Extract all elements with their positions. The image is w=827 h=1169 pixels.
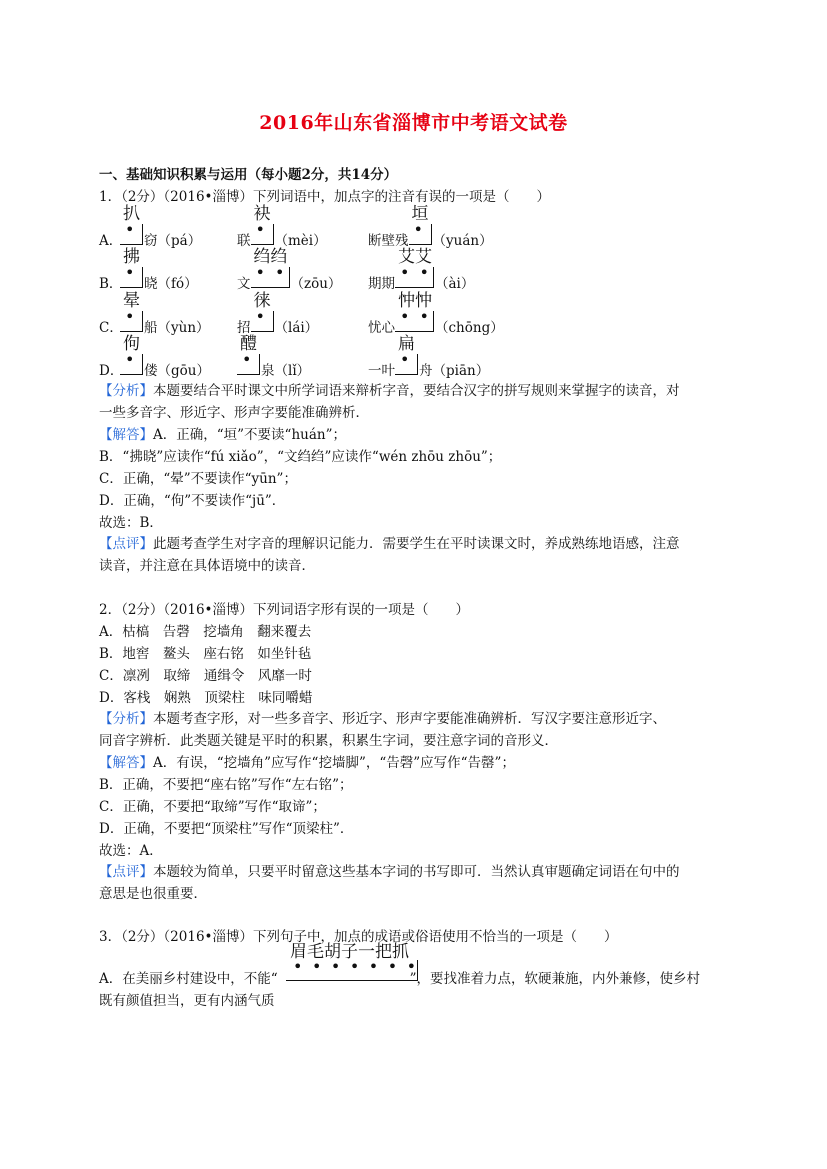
q1-ruby-char: 袂 xyxy=(253,204,271,224)
q1-comment-2: 读音，并注意在具体语境中的读音． xyxy=(99,558,315,574)
q1-item-pre: 文 xyxy=(237,276,251,292)
q1-emphasis-dots: • xyxy=(413,220,433,239)
q1-emphasis-dots: • xyxy=(125,307,145,326)
q1-ruby-char: 艾艾 xyxy=(398,247,432,267)
q1-option-label: C． xyxy=(99,320,123,336)
q1-emphasis-dots: •• xyxy=(400,307,439,326)
q1-item-post: 偻（gōu） xyxy=(144,363,210,379)
comment-text: 此题考查学生对字音的理解识记能力．需要学生在平时读课文时，养成熟练地语感，注意 xyxy=(153,536,680,552)
q1-item-post: 窃（pá） xyxy=(144,233,202,249)
q1-ruby-char: 垣 xyxy=(411,204,429,224)
q1-ruby-char: 拂 xyxy=(123,247,140,267)
q2-answer-1 xyxy=(99,754,515,772)
q1-ruby-char: 晕 xyxy=(123,291,140,311)
q1-item-post: 晓（fó） xyxy=(144,276,198,292)
q1-emphasis-dots: • xyxy=(242,350,262,369)
q2-option-d: D．客栈 娴熟 顶梁柱 味同嚼蜡 xyxy=(99,690,313,706)
q1-emphasis-dots: • xyxy=(255,307,275,326)
q3-ruby: 眉毛胡子一把抓 xyxy=(290,942,409,962)
q1-answer-4: D．正确，“佝”不要读作“jū”． xyxy=(99,493,286,509)
q1-item-pre: 断壁残 xyxy=(368,233,409,249)
q1-item-pre: 期期 xyxy=(368,276,395,292)
q1-comment-1 xyxy=(99,535,680,553)
q1-emphasis-dots: •• xyxy=(400,263,439,282)
q2-comment-1 xyxy=(99,863,680,881)
q1-item-pre: 招 xyxy=(237,320,251,336)
q1-answer-1 xyxy=(99,426,346,444)
q1-ruby-char: 扒 xyxy=(123,204,140,224)
section-heading: 一、基础知识积累与运用（每小题2分，共14分） xyxy=(99,167,398,183)
q1-emphasis-dots: • xyxy=(125,220,145,239)
q2-option-b: B．地窖 鳌头 座右铭 如坐针毡 xyxy=(99,646,312,662)
q1-item-post: 泉（lǐ） xyxy=(261,363,311,379)
analysis-tag: 【分析】 xyxy=(99,711,153,727)
q2-answer-2: B．正确，不要把“座右铭”写作“左右铭”； xyxy=(99,777,353,793)
q3-stem: 3．（2分）（2016•淄博）下列句子中，加点的成语或俗语使用不恰当的一项是（ ） xyxy=(99,929,618,945)
q1-item-post: （mèi） xyxy=(274,233,327,249)
q1-emphasis-dots: • xyxy=(255,220,275,239)
q1-item-pre: 联 xyxy=(237,233,251,249)
q1-analysis-1 xyxy=(99,382,680,400)
page-title: 2016年山东省淄博市中考语文试卷 xyxy=(259,112,568,134)
q1-stem: 1．（2分）（2016•淄博）下列词语中，加点字的注音有误的一项是（ ） xyxy=(99,189,550,205)
q2-option-c: C．凛冽 取缔 通缉令 风靡一时 xyxy=(99,668,312,684)
q1-ruby-char: 佝 xyxy=(123,334,140,354)
q3-option-a-line2: 既有颜值担当，更有内涵气质 xyxy=(99,993,275,1009)
q3-emphasis-dots: ••••••• xyxy=(293,957,426,976)
q2-analysis-1 xyxy=(99,710,666,728)
q1-item-post: （lái） xyxy=(274,320,319,336)
q1-item-post: （chōng） xyxy=(435,320,504,336)
q2-stem: 2．（2分）（2016•淄博）下列词语字形有误的一项是（ ） xyxy=(99,602,469,618)
q1-item-post: 船（yùn） xyxy=(144,320,210,336)
q1-item-pre: 一叶 xyxy=(368,363,395,379)
q2-answer-3: C．正确，不要把“取缔”写作“取谛”； xyxy=(99,799,326,815)
q1-emphasis-dots: • xyxy=(125,263,145,282)
q1-answer-2: B．“拂晓”应读作“fú xiǎo”，“文绉绉”应读作“wén zhōu zhōu”； xyxy=(99,449,502,465)
comment-tag: 【点评】 xyxy=(99,864,153,880)
q1-ruby-char: 扁 xyxy=(398,334,415,354)
q1-item-post: （ài） xyxy=(435,276,475,292)
q1-ruby-char: 醴 xyxy=(240,334,257,354)
q1-option-label: B． xyxy=(99,276,123,292)
q1-option-label: D． xyxy=(99,363,124,379)
q1-option-label: A． xyxy=(99,233,123,249)
q1-emphasis-dots: • xyxy=(400,350,420,369)
answer-text: A．有误，“挖墙角”应写作“挖墙脚”，“告磬”应写作“告罄”； xyxy=(153,755,515,771)
q3-a-post: ”，要找准着力点，软硬兼施，内外兼修，使乡村 xyxy=(409,971,701,987)
q2-answer-5: 故选：A． xyxy=(99,843,163,859)
q1-ruby-char: 忡忡 xyxy=(398,291,432,311)
q1-answer-5: 故选：B． xyxy=(99,515,163,531)
q3-a-pre: A．在美丽乡村建设中，不能“ xyxy=(99,971,278,987)
comment-text: 本题较为简单，只要平时留意这些基本字词的书写即可．当然认真审题确定词语在句中的 xyxy=(153,864,680,880)
q1-answer-3: C．正确，“晕”不要读作“yūn”； xyxy=(99,471,297,487)
analysis-tag: 【分析】 xyxy=(99,383,153,399)
comment-tag: 【点评】 xyxy=(99,536,153,552)
answer-text: A．正确，“垣”不要读“huán”； xyxy=(153,427,346,443)
q1-item-post: （yuán） xyxy=(432,233,493,249)
q1-item-post: （zōu） xyxy=(290,276,342,292)
q1-analysis-2: 一些多音字、形近字、形声字要能准确辨析． xyxy=(99,405,369,421)
q1-ruby-char: 绉绉 xyxy=(253,247,288,267)
q2-answer-4: D．正确，不要把“顶梁柱”写作“顶梁柱”． xyxy=(99,821,354,837)
q2-option-a: A．枯槁 告磬 挖墙角 翻来覆去 xyxy=(99,624,312,640)
q1-item-post: 舟（piān） xyxy=(419,363,490,379)
q1-item-pre: 忧心 xyxy=(368,320,395,336)
analysis-text: 本题考查字形，对一些多音字、形近字、形声字要能准确辨析．写汉字要注意形近字、 xyxy=(153,711,666,727)
answer-tag: 【解答】 xyxy=(99,427,153,443)
q1-emphasis-dots: • xyxy=(125,350,145,369)
q1-ruby-char: 徕 xyxy=(253,291,271,311)
q1-emphasis-dots: •• xyxy=(255,263,295,282)
answer-tag: 【解答】 xyxy=(99,755,153,771)
q3-option-a xyxy=(99,970,700,988)
q2-comment-2: 意思是也很重要． xyxy=(99,886,207,902)
q2-analysis-2: 同音字辨析．此类题关键是平时的积累，积累生字词，要注意字词的音形义． xyxy=(99,733,558,749)
analysis-text: 本题要结合平时课文中所学词语来辩析字音，要结合汉字的拼写规则来掌握字的读音，对 xyxy=(153,383,680,399)
